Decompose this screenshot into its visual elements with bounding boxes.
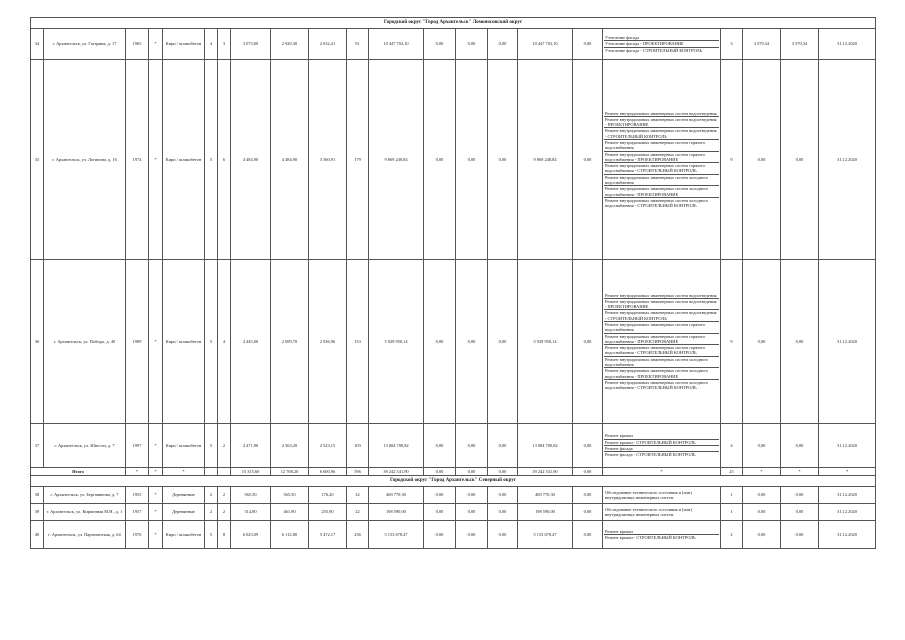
cell-lim: 0,00 — [781, 521, 819, 549]
cell-f3: 0,00 — [488, 521, 518, 549]
cell-entr: 3 — [218, 29, 231, 60]
cell-f5: 0,00 — [573, 260, 603, 424]
cell-n: 40 — [31, 521, 44, 549]
work-item: Ремонт внутридомовых инженерных систем горячего водоснабжения — [604, 140, 719, 152]
total-spec: * — [743, 468, 781, 476]
cell-floors: 2 — [205, 487, 218, 504]
works-list — [604, 529, 719, 541]
cell-area-live: 2 699,70 — [271, 260, 309, 424]
cell-n: 36 — [31, 260, 44, 424]
cell-f5: 0,00 — [573, 504, 603, 521]
work-item: Ремонт внутридомовых инженерных систем холодного водоснабжения - ПРОЕКТИРОВАНИЕ — [604, 368, 719, 380]
cell-floors: 5 — [205, 521, 218, 549]
cell-year: 1989 — [126, 260, 149, 424]
cell-area-live: 6 112,80 — [271, 521, 309, 549]
cell-lim: 0,00 — [781, 424, 819, 468]
cell-f2: 0,00 — [456, 60, 488, 260]
cell-area-total: 3 073,00 — [231, 29, 271, 60]
cell-area-total: 4 471,90 — [231, 424, 271, 468]
cell-entr: 4 — [218, 260, 231, 424]
total-f4: 39 242 541,90 — [518, 468, 573, 476]
works-list-cell — [603, 504, 721, 521]
total-area-total: 15 315,60 — [231, 468, 271, 476]
work-item: Утепление фасада - СТРОИТЕЛЬНЫЙ КОНТРОЛЬ — [605, 47, 703, 53]
cell-spec: 0,00 — [743, 487, 781, 504]
cell-lim: 0,00 — [781, 260, 819, 424]
works-list-cell — [603, 424, 721, 468]
work-item: Обследование технического состояния и (или) внутридомовых инженерных систем — [605, 489, 692, 500]
total-wall: * — [163, 468, 205, 476]
cell-residents: 179 — [347, 60, 369, 260]
building-row — [31, 487, 876, 504]
cell-f3: 0,00 — [488, 424, 518, 468]
cell-area-live: 461,90 — [271, 504, 309, 521]
cell-f2: 0,00 — [456, 521, 488, 549]
cell-f4: 9 869 248,84 — [518, 60, 573, 260]
cell-area-priv: 2 036,96 — [309, 260, 347, 424]
cell-date: 31.12.2020 — [819, 29, 876, 60]
cell-lim: 0,00 — [781, 504, 819, 521]
cell-year: 1957 — [126, 504, 149, 521]
cell-area-total: 4 445,00 — [231, 260, 271, 424]
work-item: Ремонт внутридомовых инженерных систем горячего водоснабжения - СТРОИТЕЛЬНЫЙ КОНТРОЛЬ — [604, 345, 719, 357]
cell-f3: 0,00 — [488, 487, 518, 504]
total-qty: 25 — [721, 468, 743, 476]
total-works: * — [603, 468, 721, 476]
cell-area-priv: 2 523,15 — [309, 424, 347, 468]
work-item: Ремонт фасада — [604, 446, 719, 452]
cell-f1: 0,00 — [424, 424, 456, 468]
cell-cost: 198 590,00 — [369, 504, 424, 521]
building-row — [31, 260, 876, 424]
cell-qty: 1 — [721, 504, 743, 521]
cell-lim: 0,00 — [781, 60, 819, 260]
cell-f2: 0,00 — [456, 487, 488, 504]
work-item: Ремонт внутридомовых инженерных систем водоотведения — [604, 111, 719, 117]
cell-f2: 0,00 — [456, 29, 488, 60]
cell-wall: Кирп / шлакобетон — [163, 60, 205, 260]
work-item: Ремонт крыши — [604, 529, 719, 535]
work-item: Ремонт фасада - СТРОИТЕЛЬНЫЙ КОНТРОЛЬ — [605, 452, 696, 458]
cell-f5: 0,00 — [573, 60, 603, 260]
cell-lim: 0,00 — [781, 487, 819, 504]
cell-f1: 0,00 — [424, 60, 456, 260]
cell-area-priv: 176,20 — [309, 487, 347, 504]
cell-f3: 0,00 — [488, 504, 518, 521]
cell-wall: Кирп / шлакобетон — [163, 424, 205, 468]
cell-f5: 0,00 — [573, 487, 603, 504]
work-item: Ремонт внутридомовых инженерных систем холодного водоснабжения — [604, 357, 719, 369]
cell-qty: 1 — [721, 487, 743, 504]
work-item: Ремонт внутридомовых инженерных систем горячего водоснабжения - ПРОЕКТИРОВАНИЕ — [604, 152, 719, 164]
works-list-cell — [603, 29, 721, 60]
cell-mark: * — [149, 60, 163, 260]
cell-residents: 153 — [347, 260, 369, 424]
cell-address: г. Архангельск, ул. Гагарина, д. 17 — [44, 29, 126, 60]
works-list — [604, 507, 719, 518]
cell-date: 31.12.2020 — [819, 504, 876, 521]
cell-f3: 0,00 — [488, 29, 518, 60]
cell-floors: 5 — [205, 260, 218, 424]
register-page — [30, 17, 875, 540]
cell-area-live: 4 484,90 — [271, 60, 309, 260]
cell-residents: 91 — [347, 29, 369, 60]
region-heading: Городской округ "Город Архангельск" Северный округ — [31, 476, 876, 487]
cell-qty: 4 — [721, 424, 743, 468]
work-item: Ремонт крыши - СТРОИТЕЛЬНЫЙ КОНТРОЛЬ — [604, 440, 719, 446]
cell-address: г. Архангельск, ул. Логинова, д. 16 — [44, 60, 126, 260]
cell-mark: * — [149, 260, 163, 424]
cell-area-priv: 255,90 — [309, 504, 347, 521]
cell-wall: Кирп / шлакобетон — [163, 521, 205, 549]
total-area-priv: 6 600,96 — [309, 468, 347, 476]
works-list — [604, 490, 719, 501]
total-floors — [205, 468, 218, 476]
works-list-cell — [603, 521, 721, 549]
total-label: Итого — [31, 468, 126, 476]
cell-f1: 0,00 — [424, 487, 456, 504]
works-list — [604, 35, 719, 53]
work-item: Ремонт внутридомовых инженерных систем водоотведения - СТРОИТЕЛЬНЫЙ КОНТРОЛЬ — [604, 128, 719, 140]
cell-cost: 5 153 678,47 — [369, 521, 424, 549]
cell-floors: 5 — [205, 60, 218, 260]
region-row — [31, 18, 876, 29]
total-f5: 0,00 — [573, 468, 603, 476]
cell-mark: * — [149, 424, 163, 468]
cell-f1: 0,00 — [424, 29, 456, 60]
works-list-cell — [603, 260, 721, 424]
cell-year: 1976 — [126, 521, 149, 549]
cell-date: 31.12.2020 — [819, 60, 876, 260]
cell-date: 31.12.2020 — [819, 260, 876, 424]
work-item: Ремонт внутридомовых инженерных систем холодного водоснабжения - СТРОИТЕЛЬНЫЙ КОНТРОЛЬ — [605, 197, 709, 209]
cell-area-live: 2 563,20 — [271, 424, 309, 468]
building-row — [31, 29, 876, 60]
cell-area-priv: 5 472,17 — [309, 521, 347, 549]
cell-f4: 13 004 700,82 — [518, 424, 573, 468]
total-residents: 596 — [347, 468, 369, 476]
cell-n: 37 — [31, 424, 44, 468]
building-row — [31, 521, 876, 549]
works-list — [604, 293, 719, 391]
region-heading: Городской округ "Город Архангельск" Ломоносовский округ — [31, 18, 876, 29]
cell-spec: 0,00 — [743, 521, 781, 549]
cell-n: 35 — [31, 60, 44, 260]
cell-area-total: 4 484,90 — [231, 60, 271, 260]
cell-cost: 9 869 248,84 — [369, 60, 424, 260]
cell-f4: 10 447 702,10 — [518, 29, 573, 60]
cell-lim: 3 570,34 — [781, 29, 819, 60]
total-mark: * — [149, 468, 163, 476]
cell-entr: 2 — [218, 504, 231, 521]
cell-area-total: 565,50 — [231, 487, 271, 504]
cell-address: г. Архангельск, ул. Победы, д. 40 — [44, 260, 126, 424]
cell-residents: 22 — [347, 504, 369, 521]
cell-f5: 0,00 — [573, 424, 603, 468]
cell-qty: 9 — [721, 60, 743, 260]
cell-year: 1997 — [126, 424, 149, 468]
work-item: Ремонт внутридомовых инженерных систем водоотведения - ПРОЕКТИРОВАНИЕ — [604, 299, 719, 311]
cell-residents: 256 — [347, 521, 369, 549]
cell-f1: 0,00 — [424, 504, 456, 521]
cell-f2: 0,00 — [456, 260, 488, 424]
work-item: Ремонт внутридомовых инженерных систем водоотведения - СТРОИТЕЛЬНЫЙ КОНТРОЛЬ — [604, 310, 719, 322]
work-item: Ремонт внутридомовых инженерных систем горячего водоснабжения - ПРОЕКТИРОВАНИЕ — [604, 334, 719, 346]
cell-entr: 2 — [218, 487, 231, 504]
cell-f4: 5 929 950,14 — [518, 260, 573, 424]
cell-area-priv: 2 632,41 — [309, 29, 347, 60]
cell-f2: 0,00 — [456, 504, 488, 521]
work-item: Ремонт внутридомовых инженерных систем водоотведения - ПРОЕКТИРОВАНИЕ — [604, 117, 719, 129]
cell-f3: 0,00 — [488, 60, 518, 260]
cell-mark: * — [149, 29, 163, 60]
cell-wall: Кирп / шлакобетон — [163, 29, 205, 60]
cell-n: 39 — [31, 504, 44, 521]
cell-f4: 469 770,30 — [518, 487, 573, 504]
building-row — [31, 424, 876, 468]
cell-f3: 0,00 — [488, 260, 518, 424]
cell-mark: * — [149, 487, 163, 504]
work-item: Ремонт крыши — [604, 433, 719, 439]
cell-f4: 5 153 678,47 — [518, 521, 573, 549]
work-item: Утепление фасада — [604, 35, 719, 41]
cell-year: 1955 — [126, 487, 149, 504]
work-item: Ремонт внутридомовых инженерных систем холодного водоснабжения — [604, 175, 719, 187]
cell-date: 31.12.2020 — [819, 424, 876, 468]
cell-floors: 2 — [205, 504, 218, 521]
total-row — [31, 468, 876, 476]
total-lim: * — [781, 468, 819, 476]
cell-area-priv: 3 560,91 — [309, 60, 347, 260]
total-entr — [218, 468, 231, 476]
works-list-cell — [603, 487, 721, 504]
works-list — [604, 433, 719, 457]
work-item: Ремонт внутридомовых инженерных систем горячего водоснабжения — [604, 322, 719, 334]
cell-cost: 10 447 702,10 — [369, 29, 424, 60]
cell-f4: 198 590,00 — [518, 504, 573, 521]
cell-date: 31.12.2020 — [819, 521, 876, 549]
cell-spec: 0,00 — [743, 424, 781, 468]
total-date: * — [819, 468, 876, 476]
cell-area-total: 514,80 — [231, 504, 271, 521]
cell-address: г. Архангельск, ул. Кирпичная М.Н., д. 1 — [44, 504, 126, 521]
work-item: Ремонт внутридомовых инженерных систем горячего водоснабжения - СТРОИТЕЛЬНЫЙ КОНТРОЛЬ — [604, 163, 719, 175]
total-area-live: 12 768,20 — [271, 468, 309, 476]
work-item: Обследование технического состояния и (или) внутридомовых инженерных систем — [605, 506, 692, 517]
cell-n: 38 — [31, 487, 44, 504]
cell-floors: 4 — [205, 29, 218, 60]
cell-spec: 0,00 — [743, 504, 781, 521]
cell-residents: 32 — [347, 487, 369, 504]
cell-address: г. Архангельск, ул. Партизанская, д. 64 — [44, 521, 126, 549]
cell-area-total: 6 023,09 — [231, 521, 271, 549]
cell-wall: Деревянные — [163, 487, 205, 504]
cell-cost: 469 770,30 — [369, 487, 424, 504]
total-cost: 39 242 541,90 — [369, 468, 424, 476]
cell-entr: 8 — [218, 521, 231, 549]
work-item: Ремонт внутридомовых инженерных систем холодного водоснабжения - ПРОЕКТИРОВАНИЕ — [604, 186, 719, 198]
work-item: Ремонт крыши - СТРОИТЕЛЬНЫЙ КОНТРОЛЬ — [605, 535, 696, 540]
cell-f1: 0,00 — [424, 521, 456, 549]
capital-repair-register-table — [30, 17, 876, 549]
cell-qty: 9 — [721, 260, 743, 424]
cell-cost: 5 929 950,14 — [369, 260, 424, 424]
cell-entr: 6 — [218, 60, 231, 260]
region-row — [31, 476, 876, 487]
cell-qty: 3 — [721, 29, 743, 60]
cell-spec: 0,00 — [743, 60, 781, 260]
cell-n: 34 — [31, 29, 44, 60]
cell-wall: Кирп / шлакобетон — [163, 260, 205, 424]
cell-floors: 5 — [205, 424, 218, 468]
cell-f1: 0,00 — [424, 260, 456, 424]
cell-year: 1974 — [126, 60, 149, 260]
cell-area-live: 2 920,30 — [271, 29, 309, 60]
cell-mark: * — [149, 504, 163, 521]
cell-address: г. Архангельск, ул. Юности, д. 7 — [44, 424, 126, 468]
cell-mark: * — [149, 521, 163, 549]
works-list-cell — [603, 60, 721, 260]
total-f1: 0,00 — [424, 468, 456, 476]
cell-spec: 0,00 — [743, 260, 781, 424]
cell-area-live: 565,50 — [271, 487, 309, 504]
work-item: Ремонт внутридомовых инженерных систем холодного водоснабжения - СТРОИТЕЛЬНЫЙ КОНТРОЛЬ — [605, 379, 709, 391]
cell-address: г. Архангельск, ул. Бергавинова, д. 7 — [44, 487, 126, 504]
cell-f5: 0,00 — [573, 521, 603, 549]
building-row — [31, 60, 876, 260]
total-f2: 0,00 — [456, 468, 488, 476]
cell-cost: 13 004 700,82 — [369, 424, 424, 468]
cell-wall: Деревянные — [163, 504, 205, 521]
cell-residents: 103 — [347, 424, 369, 468]
cell-entr: 2 — [218, 424, 231, 468]
building-row — [31, 504, 876, 521]
cell-f2: 0,00 — [456, 424, 488, 468]
cell-f5: 0,00 — [573, 29, 603, 60]
total-year: * — [126, 468, 149, 476]
total-f3: 0,00 — [488, 468, 518, 476]
work-item: Ремонт внутридомовых инженерных систем водоотведения — [604, 293, 719, 299]
cell-spec: 3 570,34 — [743, 29, 781, 60]
works-list — [604, 111, 719, 209]
cell-year: 1965 — [126, 29, 149, 60]
work-item: Утепление фасада - ПРОЕКТИРОВАНИЕ — [604, 41, 719, 47]
cell-date: 31.12.2020 — [819, 487, 876, 504]
cell-qty: 2 — [721, 521, 743, 549]
